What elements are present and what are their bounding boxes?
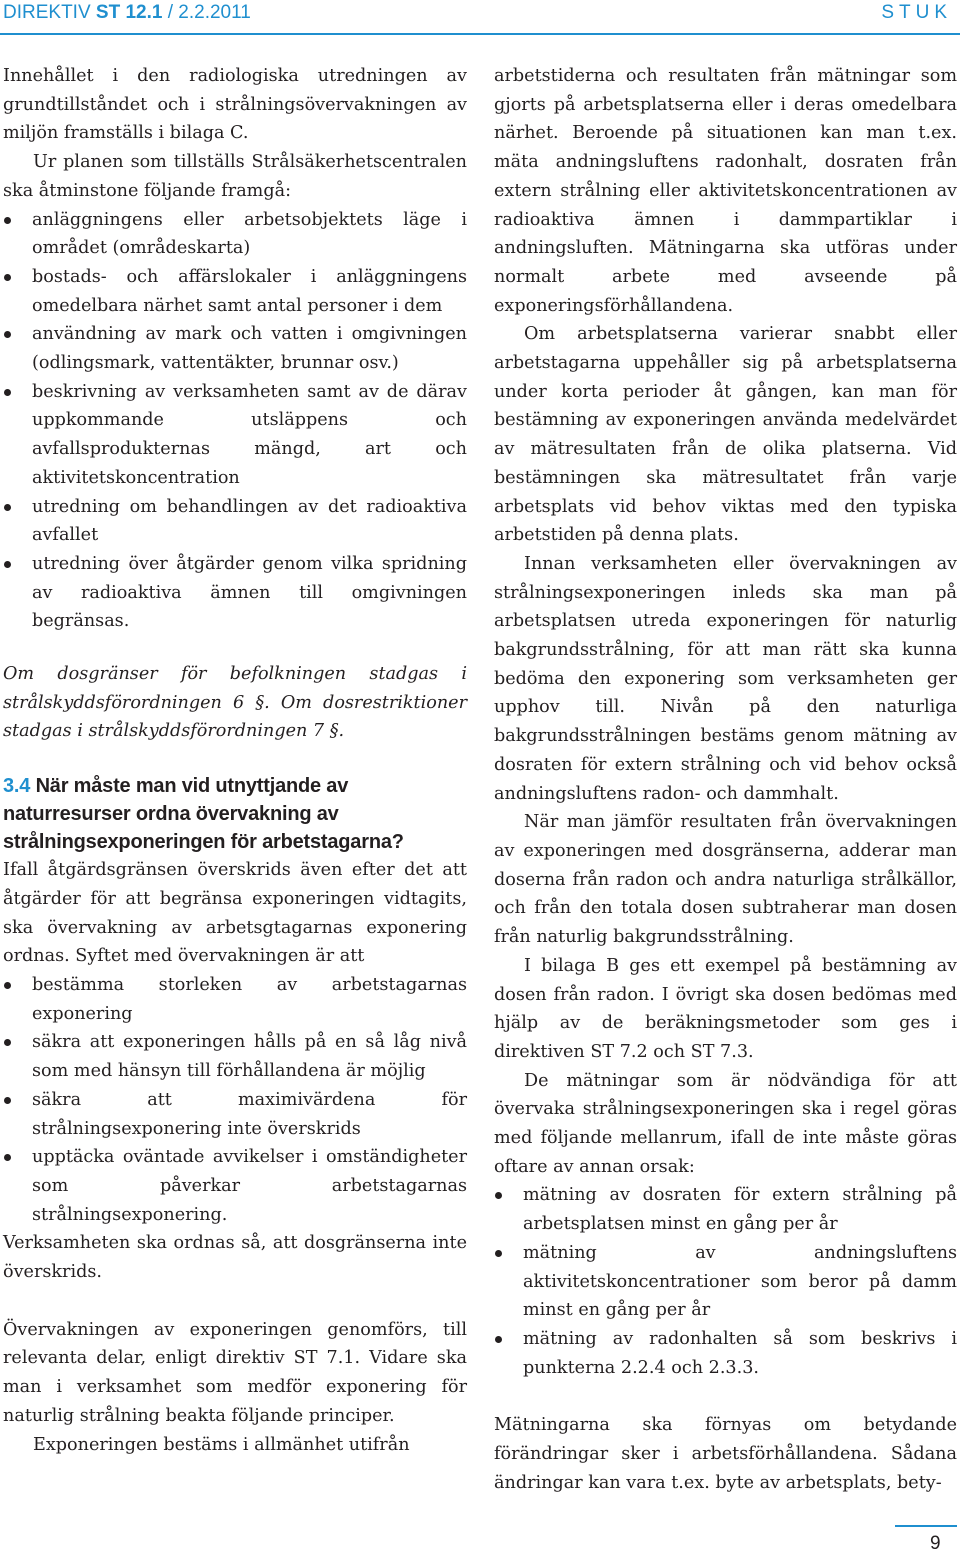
bullet-list	[3, 206, 467, 637]
list-item: mätning av dosraten för extern strålning på arbetsplatsen minst en gång per år	[494, 1181, 957, 1238]
list-item: beskrivning av verksamheten samt av de därav uppkommande utsläppens och avfallsprodukternas mängd, art och aktivitetskoncentration	[3, 378, 467, 493]
section-number: 3.4	[3, 775, 31, 798]
page-header	[0, 0, 960, 30]
paragraph: Innehållet i den radiologiska utredningen av grundtillståndet och i strålningsövervakningen av miljön framställs i bilaga C.	[3, 66, 467, 144]
organization-name: STUK	[881, 2, 952, 23]
paragraph: Ur planen som tillställs Strålsäkerhetscentralen ska åtminstone följande framgå:	[3, 152, 467, 201]
list-item: bestämma storleken av arbetstagarnas exponering	[3, 971, 467, 1028]
right-column	[494, 62, 957, 1497]
paragraph: Om arbetsplatserna varierar snabbt eller arbetstagarna uppehåller sig på arbetsplatserna under korta perioder åt gången, kan man för bestämning av exponeringen använda medelvärdet av mätresultaten från de olika platserna. Vid bestämningen ska mätresultatet från varje arbetsplats vid behov viktas med den typiska arbetstiden på denna plats.	[494, 324, 957, 546]
paragraph: De mätningar som är nödvändiga för att övervaka strålningsexponeringen ska i regel göras med följande mellanrum, ifall de inte måste göras oftare av annan orsak:	[494, 1070, 957, 1177]
list-item: mätning av radonhalten så som beskrivs i punkterna 2.2.4 och 2.3.3.	[494, 1325, 957, 1382]
list-item: säkra att maximivärdena för strålningsexponering inte överskrids	[3, 1086, 467, 1143]
paragraph: I bilaga B ges ett exempel på bestämning av dosen från radon. I övrigt ska dosen bedömas med hjälp av de beräkningsmetoder som ges i direktiven ST 7.2 och ST 7.3.	[494, 955, 957, 1062]
bullet-list	[494, 1181, 957, 1382]
list-item: utredning över åtgärder genom vilka spridning av radioaktiva ämnen till omgivningen begränsas.	[3, 550, 467, 636]
paragraph: Mätningarna ska förnyas om betydande förändringar sker i arbetsförhållandena. Sådana ändringar kan vara t.ex. byte av arbetsplats, bety-	[494, 1415, 957, 1493]
paragraph: Övervakningen av exponeringen genomförs, till relevanta delar, enligt direktiv ST 7.1. Vidare ska man i verksamhet som medför exponering för naturlig strålning beakta följande principer.	[3, 1319, 467, 1426]
bullet-list	[3, 971, 467, 1229]
paragraph: När man jämför resultaten från övervakningen av exponeringen med dosgränserna, adderar man doserna från radon och andra naturliga strålkällor, och från den totala dosen subtraherar man dosen från naturlig bakgrundsstrålning.	[494, 812, 957, 948]
section-heading	[3, 772, 467, 856]
list-item: upptäcka oväntade avvikelser i omständigheter som påverkar arbetstagarnas strålningsexponering.	[3, 1143, 467, 1229]
directive-title: DIREKTIV ST 12.1 / 2.2.2011	[3, 2, 251, 23]
page-number: 9	[930, 1533, 941, 1554]
list-item: användning av mark och vatten i omgivningen (odlingsmark, vattentäkter, brunnar osv.)	[3, 320, 467, 377]
header-divider	[0, 33, 960, 35]
list-item: anläggningens eller arbetsobjektets läge i området (områdeskarta)	[3, 206, 467, 263]
list-item: utredning om behandlingen av det radioaktiva avfallet	[3, 493, 467, 550]
paragraph: arbetstiderna och resultaten från mätningar som gjorts på arbetsplatserna eller i deras omedelbara närhet. Beroende på situationen kan man t.ex. mäta andningsluftens radonhalt, dosraten från extern strålning eller aktivitetskoncentrationen av radioaktiva ämnen i dammpartiklar i andningsluften. Mätningarna ska utföras under normalt arbete med avseende på exponeringsförhållandena.	[494, 66, 957, 316]
directive-number: ST 12.1	[95, 2, 163, 23]
paragraph: Exponeringen bestäms i allmänhet utifrån	[33, 1434, 410, 1455]
left-column	[3, 62, 467, 1459]
paragraph: Ifall åtgärdsgränsen överskrids även efter det att åtgärder för att begränsa exponeringen vidtagits, ska övervakning av arbetsgtagarnas exponering ordnas. Syftet med övervakningen är att	[3, 860, 467, 967]
paragraph: Verksamheten ska ordnas så, att dosgränserna inte överskrids.	[3, 1233, 467, 1283]
paragraph: Innan verksamheten eller övervakningen av strålningsexponeringen inleds ska man på arbetsplatsen utreda exponeringen för naturlig bakgrundsstrålning, för att man rätt ska kunna bedöma den exponering som verksamheten ger upphov till. Nivån på den naturliga bakgrundsstrålningen bestäms genom mätning av dosraten för extern strålning och vid behov också andningsluftens radon- och dammhalt.	[494, 553, 957, 804]
list-item: mätning av andningsluftens aktivitetskoncentrationer som beror på damm minst en gång per år	[494, 1239, 957, 1325]
list-item: säkra att exponeringen hålls på en så låg nivå som med hänsyn till förhållandena är möjlig	[3, 1028, 467, 1085]
section-title: När måste man vid utnyttjande av naturresurser ordna övervakning av strålningsexponeringen för arbetstagarna?	[3, 775, 404, 854]
legal-note: Om dosgränser för befolkningen stadgas i strålskyddsförordningen 6 §. Om dosrestriktioner stadgas i strålskyddsförordningen 7 §.	[3, 664, 467, 742]
footer-divider	[895, 1525, 957, 1527]
list-item: bostads- och affärslokaler i anläggningens omedelbara närhet samt antal personer i dem	[3, 263, 467, 320]
